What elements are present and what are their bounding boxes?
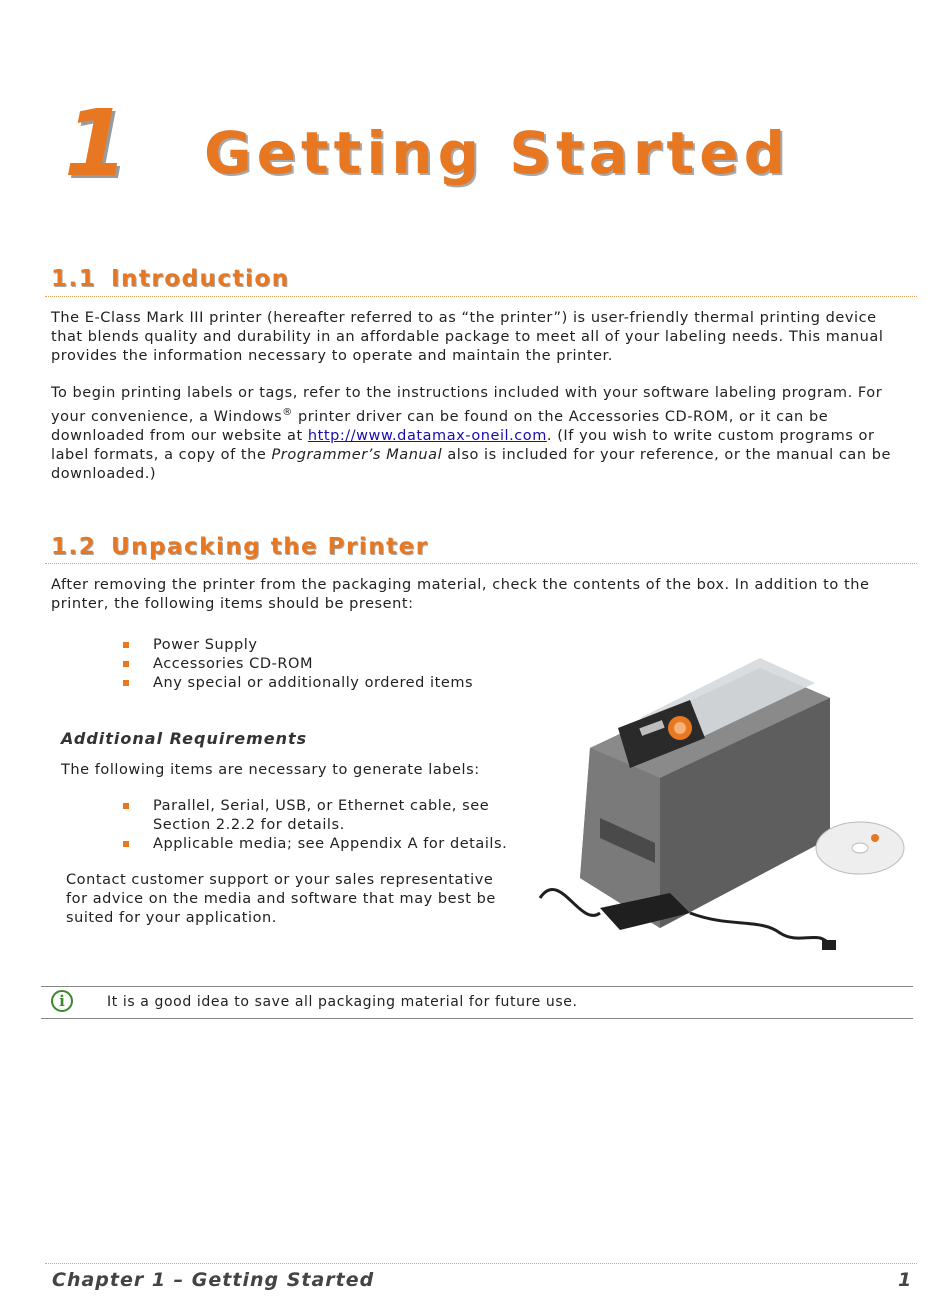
list-item: Applicable media; see Appendix A for details. [153,835,523,854]
list-item: Any special or additionally ordered items [153,674,473,693]
section-title: Introduction [111,266,290,292]
note-bottom-rule [41,1018,913,1019]
footer-chapter-label: Chapter 1 – Getting Started [52,1269,375,1291]
bullet-marker [123,803,129,809]
list-item: Parallel, Serial, USB, or Ethernet cable, see Section 2.2.2 for details. [153,797,523,835]
section-divider [45,563,917,564]
section-divider [45,296,917,297]
website-link[interactable]: http://www.datamax-oneil.com [307,427,547,444]
bullet-marker [123,661,129,667]
bullet-marker [123,642,129,648]
box-contents-list [153,636,473,693]
section-heading-unpacking [51,536,429,559]
note-top-rule [41,986,913,987]
additional-intro: The following items are necessary to generate labels: [61,762,480,778]
list-item: Power Supply [153,636,473,655]
intro-text: printer driver can be found on the Accessories CD-ROM, or it can be downloaded from our website at [51,408,829,444]
section-heading-introduction [51,268,290,291]
registered-mark: ® [282,407,293,418]
list-item: Accessories CD-ROM [153,655,473,674]
manual-title: Programmer’s Manual [271,446,443,463]
section-number: 1.1 [51,266,97,292]
intro-text: To begin printing labels or tags, refer to the instructions included with your software labeling program. For your convenience, a Windows [51,385,883,425]
chapter-number: 1 [64,90,129,197]
footer-divider [45,1263,917,1264]
section-title: Unpacking the Printer [111,534,429,560]
printer-illustration [530,628,910,968]
contact-paragraph: Contact customer support or your sales representative for advice on the media and software that may best be suited for your application. [66,872,496,926]
section-number: 1.2 [51,534,97,560]
bullet-marker [123,680,129,686]
intro-text: also is included for your reference, or the manual can be downloaded.) [51,446,891,482]
chapter-title: Getting Started [204,119,791,187]
page-number: 1 [898,1269,912,1291]
intro-text: . (If you wish to write custom programs or label formats, a copy of the [51,427,875,463]
intro-paragraph-1: The E-Class Mark III printer (hereafter referred to as “the printer”) is user-friendly thermal printing device that blends quality and durability in an affordable package to meet all of your labeling needs. This manual provides the information necessary to operate and maintain the printer. [51,310,884,364]
intro-paragraph-2 [51,384,911,484]
info-icon: i [51,990,73,1012]
requirements-list [153,797,523,854]
note-text: It is a good idea to save all packaging material for future use. [107,994,578,1010]
unpacking-paragraph: After removing the printer from the packaging material, check the contents of the box. In addition to the printer, the following items should be present: [51,577,870,612]
bullet-marker [123,841,129,847]
additional-requirements-heading: Additional Requirements [61,729,308,748]
